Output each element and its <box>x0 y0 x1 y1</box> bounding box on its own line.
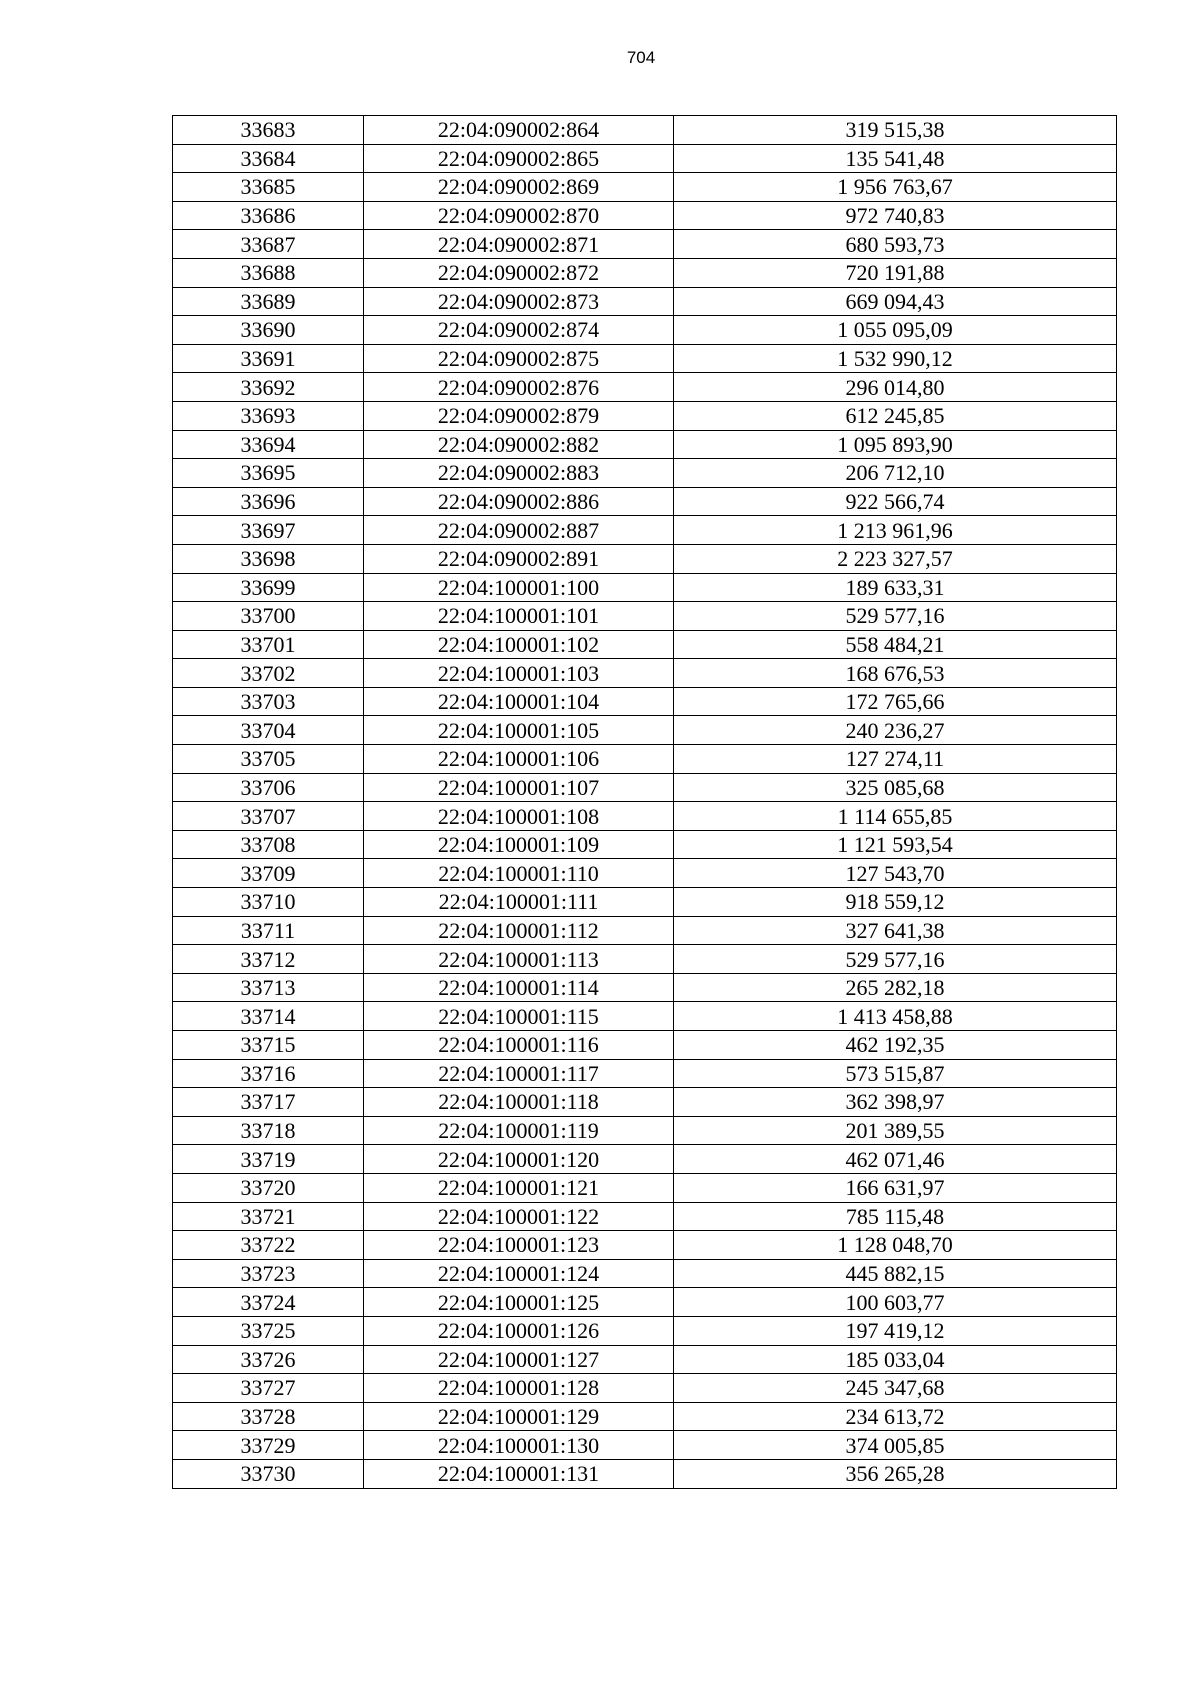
cadastral-number-cell: 22:04:100001:131 <box>364 1459 674 1488</box>
table-row <box>173 687 1117 716</box>
cadastral-number-cell: 22:04:100001:126 <box>364 1316 674 1345</box>
row-number-cell: 33699 <box>173 573 364 602</box>
cadastral-number-cell: 22:04:100001:127 <box>364 1345 674 1374</box>
table-row <box>173 973 1117 1002</box>
cadastral-number-cell: 22:04:100001:125 <box>364 1288 674 1317</box>
cadastral-number-cell: 22:04:100001:116 <box>364 1031 674 1060</box>
cadastral-number-cell: 22:04:100001:123 <box>364 1231 674 1260</box>
row-number-cell: 33727 <box>173 1374 364 1403</box>
row-number-cell: 33714 <box>173 1002 364 1031</box>
cadastral-number-cell: 22:04:090002:875 <box>364 344 674 373</box>
cadastral-value-cell: 1 956 763,67 <box>674 173 1117 202</box>
table-row <box>173 316 1117 345</box>
cadastral-number-cell: 22:04:090002:873 <box>364 287 674 316</box>
cadastral-value-cell: 462 192,35 <box>674 1031 1117 1060</box>
cadastral-value-cell: 529 577,16 <box>674 602 1117 631</box>
table-row <box>173 1202 1117 1231</box>
cadastral-value-cell: 1 055 095,09 <box>674 316 1117 345</box>
row-number-cell: 33695 <box>173 459 364 488</box>
table-row <box>173 773 1117 802</box>
cadastral-value-cell: 240 236,27 <box>674 716 1117 745</box>
row-number-cell: 33696 <box>173 487 364 516</box>
cadastral-value-cell: 1 532 990,12 <box>674 344 1117 373</box>
cadastral-number-cell: 22:04:100001:124 <box>364 1259 674 1288</box>
row-number-cell: 33713 <box>173 973 364 1002</box>
cadastral-number-cell: 22:04:090002:869 <box>364 173 674 202</box>
cadastral-number-cell: 22:04:090002:886 <box>364 487 674 516</box>
cadastral-number-cell: 22:04:100001:111 <box>364 888 674 917</box>
cadastral-value-cell: 356 265,28 <box>674 1459 1117 1488</box>
table-row <box>173 1316 1117 1345</box>
cadastral-number-cell: 22:04:090002:876 <box>364 373 674 402</box>
cadastral-value-cell: 234 613,72 <box>674 1402 1117 1431</box>
cadastral-value-cell: 720 191,88 <box>674 258 1117 287</box>
cadastral-number-cell: 22:04:100001:109 <box>364 830 674 859</box>
table-row <box>173 1431 1117 1460</box>
row-number-cell: 33685 <box>173 173 364 202</box>
table-row <box>173 1059 1117 1088</box>
row-number-cell: 33703 <box>173 687 364 716</box>
cadastral-number-cell: 22:04:090002:864 <box>364 116 674 145</box>
table-row <box>173 659 1117 688</box>
cadastral-number-cell: 22:04:090002:891 <box>364 544 674 573</box>
row-number-cell: 33691 <box>173 344 364 373</box>
cadastral-number-cell: 22:04:100001:119 <box>364 1116 674 1145</box>
table-row <box>173 1088 1117 1117</box>
table-row <box>173 1374 1117 1403</box>
row-number-cell: 33718 <box>173 1116 364 1145</box>
table-row <box>173 1145 1117 1174</box>
row-number-cell: 33689 <box>173 287 364 316</box>
row-number-cell: 33697 <box>173 516 364 545</box>
cadastral-number-cell: 22:04:100001:108 <box>364 802 674 831</box>
cadastral-number-cell: 22:04:100001:117 <box>364 1059 674 1088</box>
cadastral-number-cell: 22:04:100001:120 <box>364 1145 674 1174</box>
table-row <box>173 888 1117 917</box>
row-number-cell: 33722 <box>173 1231 364 1260</box>
cadastral-value-cell: 325 085,68 <box>674 773 1117 802</box>
table-row <box>173 859 1117 888</box>
row-number-cell: 33715 <box>173 1031 364 1060</box>
cadastral-value-cell: 189 633,31 <box>674 573 1117 602</box>
row-number-cell: 33684 <box>173 144 364 173</box>
cadastral-value-cell: 168 676,53 <box>674 659 1117 688</box>
table-row <box>173 173 1117 202</box>
table-row <box>173 373 1117 402</box>
row-number-cell: 33723 <box>173 1259 364 1288</box>
cadastral-value-cell: 445 882,15 <box>674 1259 1117 1288</box>
cadastral-value-cell: 2 223 327,57 <box>674 544 1117 573</box>
cadastral-number-cell: 22:04:100001:101 <box>364 602 674 631</box>
table-row <box>173 830 1117 859</box>
cadastral-number-cell: 22:04:100001:100 <box>364 573 674 602</box>
cadastral-value-cell: 185 033,04 <box>674 1345 1117 1374</box>
row-number-cell: 33716 <box>173 1059 364 1088</box>
row-number-cell: 33726 <box>173 1345 364 1374</box>
row-number-cell: 33683 <box>173 116 364 145</box>
table-row <box>173 602 1117 631</box>
cadastral-value-cell: 918 559,12 <box>674 888 1117 917</box>
cadastral-value-cell: 362 398,97 <box>674 1088 1117 1117</box>
row-number-cell: 33729 <box>173 1431 364 1460</box>
cadastral-value-cell: 462 071,46 <box>674 1145 1117 1174</box>
cadastral-value-cell: 1 121 593,54 <box>674 830 1117 859</box>
cadastral-value-cell: 265 282,18 <box>674 973 1117 1002</box>
cadastral-number-cell: 22:04:090002:887 <box>364 516 674 545</box>
row-number-cell: 33687 <box>173 230 364 259</box>
row-number-cell: 33692 <box>173 373 364 402</box>
cadastral-number-cell: 22:04:100001:103 <box>364 659 674 688</box>
row-number-cell: 33719 <box>173 1145 364 1174</box>
row-number-cell: 33711 <box>173 916 364 945</box>
row-number-cell: 33688 <box>173 258 364 287</box>
row-number-cell: 33709 <box>173 859 364 888</box>
cadastral-value-cell: 612 245,85 <box>674 401 1117 430</box>
row-number-cell: 33717 <box>173 1088 364 1117</box>
cadastral-number-cell: 22:04:100001:115 <box>364 1002 674 1031</box>
cadastral-number-cell: 22:04:100001:105 <box>364 716 674 745</box>
cadastral-value-cell: 100 603,77 <box>674 1288 1117 1317</box>
row-number-cell: 33704 <box>173 716 364 745</box>
cadastral-value-cell: 327 641,38 <box>674 916 1117 945</box>
row-number-cell: 33690 <box>173 316 364 345</box>
table-row <box>173 544 1117 573</box>
row-number-cell: 33702 <box>173 659 364 688</box>
table-row <box>173 1288 1117 1317</box>
cadastral-number-cell: 22:04:090002:870 <box>364 201 674 230</box>
table-row <box>173 573 1117 602</box>
table-body <box>173 116 1117 1489</box>
cadastral-value-cell: 529 577,16 <box>674 945 1117 974</box>
cadastral-value-cell: 1 095 893,90 <box>674 430 1117 459</box>
cadastral-number-cell: 22:04:090002:865 <box>364 144 674 173</box>
cadastral-number-cell: 22:04:100001:112 <box>364 916 674 945</box>
table-row <box>173 116 1117 145</box>
cadastral-value-cell: 166 631,97 <box>674 1173 1117 1202</box>
cadastral-number-cell: 22:04:090002:874 <box>364 316 674 345</box>
row-number-cell: 33686 <box>173 201 364 230</box>
table-row <box>173 1173 1117 1202</box>
row-number-cell: 33707 <box>173 802 364 831</box>
cadastral-number-cell: 22:04:090002:872 <box>364 258 674 287</box>
cadastral-number-cell: 22:04:100001:118 <box>364 1088 674 1117</box>
cadastral-number-cell: 22:04:100001:121 <box>364 1173 674 1202</box>
table-row <box>173 802 1117 831</box>
cadastral-number-cell: 22:04:100001:113 <box>364 945 674 974</box>
table-row <box>173 144 1117 173</box>
cadastral-number-cell: 22:04:100001:122 <box>364 1202 674 1231</box>
cadastral-value-table <box>172 115 1117 1489</box>
row-number-cell: 33701 <box>173 630 364 659</box>
row-number-cell: 33730 <box>173 1459 364 1488</box>
cadastral-number-cell: 22:04:100001:102 <box>364 630 674 659</box>
cadastral-value-cell: 135 541,48 <box>674 144 1117 173</box>
cadastral-number-cell: 22:04:100001:104 <box>364 687 674 716</box>
row-number-cell: 33705 <box>173 745 364 774</box>
cadastral-value-cell: 245 347,68 <box>674 1374 1117 1403</box>
row-number-cell: 33725 <box>173 1316 364 1345</box>
cadastral-value-cell: 558 484,21 <box>674 630 1117 659</box>
cadastral-number-cell: 22:04:100001:114 <box>364 973 674 1002</box>
row-number-cell: 33720 <box>173 1173 364 1202</box>
cadastral-value-cell: 374 005,85 <box>674 1431 1117 1460</box>
cadastral-value-cell: 922 566,74 <box>674 487 1117 516</box>
row-number-cell: 33694 <box>173 430 364 459</box>
cadastral-value-cell: 127 274,11 <box>674 745 1117 774</box>
cadastral-value-cell: 172 765,66 <box>674 687 1117 716</box>
cadastral-value-cell: 785 115,48 <box>674 1202 1117 1231</box>
row-number-cell: 33698 <box>173 544 364 573</box>
row-number-cell: 33700 <box>173 602 364 631</box>
cadastral-value-cell: 296 014,80 <box>674 373 1117 402</box>
table-row <box>173 1031 1117 1060</box>
cadastral-number-cell: 22:04:100001:107 <box>364 773 674 802</box>
cadastral-value-cell: 1 114 655,85 <box>674 802 1117 831</box>
cadastral-value-cell: 1 413 458,88 <box>674 1002 1117 1031</box>
table-row <box>173 1459 1117 1488</box>
cadastral-value-cell: 972 740,83 <box>674 201 1117 230</box>
cadastral-number-cell: 22:04:090002:882 <box>364 430 674 459</box>
cadastral-value-cell: 1 213 961,96 <box>674 516 1117 545</box>
cadastral-value-cell: 573 515,87 <box>674 1059 1117 1088</box>
cadastral-number-cell: 22:04:100001:130 <box>364 1431 674 1460</box>
table-row <box>173 401 1117 430</box>
cadastral-number-cell: 22:04:090002:883 <box>364 459 674 488</box>
table-row <box>173 1116 1117 1145</box>
row-number-cell: 33721 <box>173 1202 364 1231</box>
cadastral-number-cell: 22:04:090002:879 <box>364 401 674 430</box>
table-row <box>173 344 1117 373</box>
cadastral-number-cell: 22:04:100001:128 <box>364 1374 674 1403</box>
table-row <box>173 487 1117 516</box>
row-number-cell: 33724 <box>173 1288 364 1317</box>
cadastral-value-cell: 206 712,10 <box>674 459 1117 488</box>
row-number-cell: 33712 <box>173 945 364 974</box>
table-row <box>173 1002 1117 1031</box>
row-number-cell: 33706 <box>173 773 364 802</box>
table-row <box>173 916 1117 945</box>
table-row <box>173 630 1117 659</box>
table-row <box>173 945 1117 974</box>
table-row <box>173 230 1117 259</box>
cadastral-number-cell: 22:04:100001:129 <box>364 1402 674 1431</box>
page-number: 704 <box>626 48 656 67</box>
table-row <box>173 516 1117 545</box>
cadastral-number-cell: 22:04:100001:110 <box>364 859 674 888</box>
table-row <box>173 258 1117 287</box>
table-row <box>173 1345 1117 1374</box>
row-number-cell: 33693 <box>173 401 364 430</box>
table-row <box>173 287 1117 316</box>
cadastral-value-cell: 319 515,38 <box>674 116 1117 145</box>
table-row <box>173 1402 1117 1431</box>
cadastral-value-cell: 669 094,43 <box>674 287 1117 316</box>
table-row <box>173 716 1117 745</box>
row-number-cell: 33708 <box>173 830 364 859</box>
table-row <box>173 430 1117 459</box>
table-row <box>173 745 1117 774</box>
table-row <box>173 1259 1117 1288</box>
cadastral-number-cell: 22:04:090002:871 <box>364 230 674 259</box>
cadastral-value-cell: 201 389,55 <box>674 1116 1117 1145</box>
table-row <box>173 201 1117 230</box>
cadastral-value-cell: 197 419,12 <box>674 1316 1117 1345</box>
table-row <box>173 459 1117 488</box>
table-row <box>173 1231 1117 1260</box>
cadastral-value-cell: 1 128 048,70 <box>674 1231 1117 1260</box>
cadastral-value-cell: 680 593,73 <box>674 230 1117 259</box>
cadastral-value-cell: 127 543,70 <box>674 859 1117 888</box>
cadastral-number-cell: 22:04:100001:106 <box>364 745 674 774</box>
row-number-cell: 33710 <box>173 888 364 917</box>
row-number-cell: 33728 <box>173 1402 364 1431</box>
